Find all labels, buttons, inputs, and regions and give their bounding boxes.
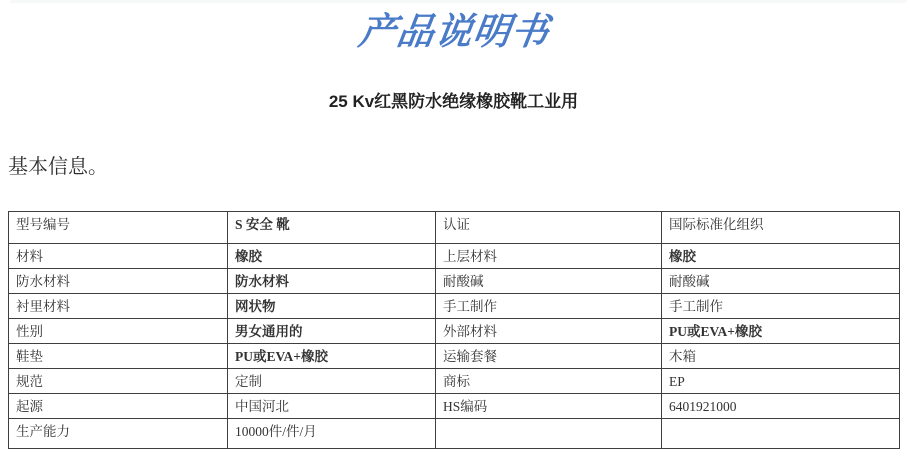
spec-empty-cell bbox=[662, 419, 900, 449]
table-row bbox=[9, 319, 900, 344]
spec-value-certification: 国际标准化组织 bbox=[662, 212, 900, 244]
spec-label-model-number: 型号编号 bbox=[9, 212, 228, 244]
spec-value-model-number: S 安全 靴 bbox=[228, 212, 436, 244]
spec-label-gender: 性别 bbox=[9, 319, 228, 344]
spec-label-certification: 认证 bbox=[436, 212, 662, 244]
table-row bbox=[9, 394, 900, 419]
window-edge bbox=[10, 0, 907, 3]
table-row bbox=[9, 294, 900, 319]
table-row bbox=[9, 244, 900, 269]
spec-label-lining-material: 衬里材料 bbox=[9, 294, 228, 319]
table-row bbox=[9, 369, 900, 394]
product-name-subtitle: 25 Kv红黑防水绝缘橡胶靴工业用 bbox=[328, 92, 579, 111]
table-row bbox=[9, 344, 900, 369]
spec-value-insole: PU或EVA+橡胶 bbox=[228, 344, 436, 369]
spec-value-shipping-package: 木箱 bbox=[662, 344, 900, 369]
spec-empty-cell bbox=[436, 419, 662, 449]
spec-label-trademark: 商标 bbox=[436, 369, 662, 394]
spec-value-hs-code: 6401921000 bbox=[662, 394, 900, 419]
spec-label-insole: 鞋垫 bbox=[9, 344, 228, 369]
spec-label-hs-code: HS编码 bbox=[436, 394, 662, 419]
spec-value-outer-material: PU或EVA+橡胶 bbox=[662, 319, 900, 344]
spec-label-waterproof-material: 防水材料 bbox=[9, 269, 228, 294]
spec-label-origin: 起源 bbox=[9, 394, 228, 419]
spec-label-material: 材料 bbox=[9, 244, 228, 269]
spec-label-acid-alkali-resistant: 耐酸碱 bbox=[436, 269, 662, 294]
spec-label-handmade: 手工制作 bbox=[436, 294, 662, 319]
spec-value-lining-material: 网状物 bbox=[228, 294, 436, 319]
spec-label-shipping-package: 运输套餐 bbox=[436, 344, 662, 369]
section-heading-basic-info: 基本信息。 bbox=[8, 156, 108, 178]
spec-label-specification: 规范 bbox=[9, 369, 228, 394]
spec-value-production-capacity: 10000件/件/月 bbox=[228, 419, 436, 449]
spec-label-outer-material: 外部材料 bbox=[436, 319, 662, 344]
spec-value-origin: 中国河北 bbox=[228, 394, 436, 419]
table-row bbox=[9, 269, 900, 294]
basic-info-table bbox=[8, 211, 900, 449]
spec-value-waterproof-material: 防水材料 bbox=[228, 269, 436, 294]
spec-value-upper-material: 橡胶 bbox=[662, 244, 900, 269]
spec-label-production-capacity: 生产能力 bbox=[9, 419, 228, 449]
spec-value-handmade: 手工制作 bbox=[662, 294, 900, 319]
table-row bbox=[9, 212, 900, 244]
table-row bbox=[9, 419, 900, 449]
spec-value-gender: 男女通用的 bbox=[228, 319, 436, 344]
spec-value-material: 橡胶 bbox=[228, 244, 436, 269]
page-title-text: 产品说明书 bbox=[355, 11, 552, 52]
spec-value-trademark: EP bbox=[662, 369, 900, 394]
spec-value-acid-alkali-resistant: 耐酸碱 bbox=[662, 269, 900, 294]
page-title bbox=[8, 10, 899, 54]
spec-value-specification: 定制 bbox=[228, 369, 436, 394]
spec-label-upper-material: 上层材料 bbox=[436, 244, 662, 269]
